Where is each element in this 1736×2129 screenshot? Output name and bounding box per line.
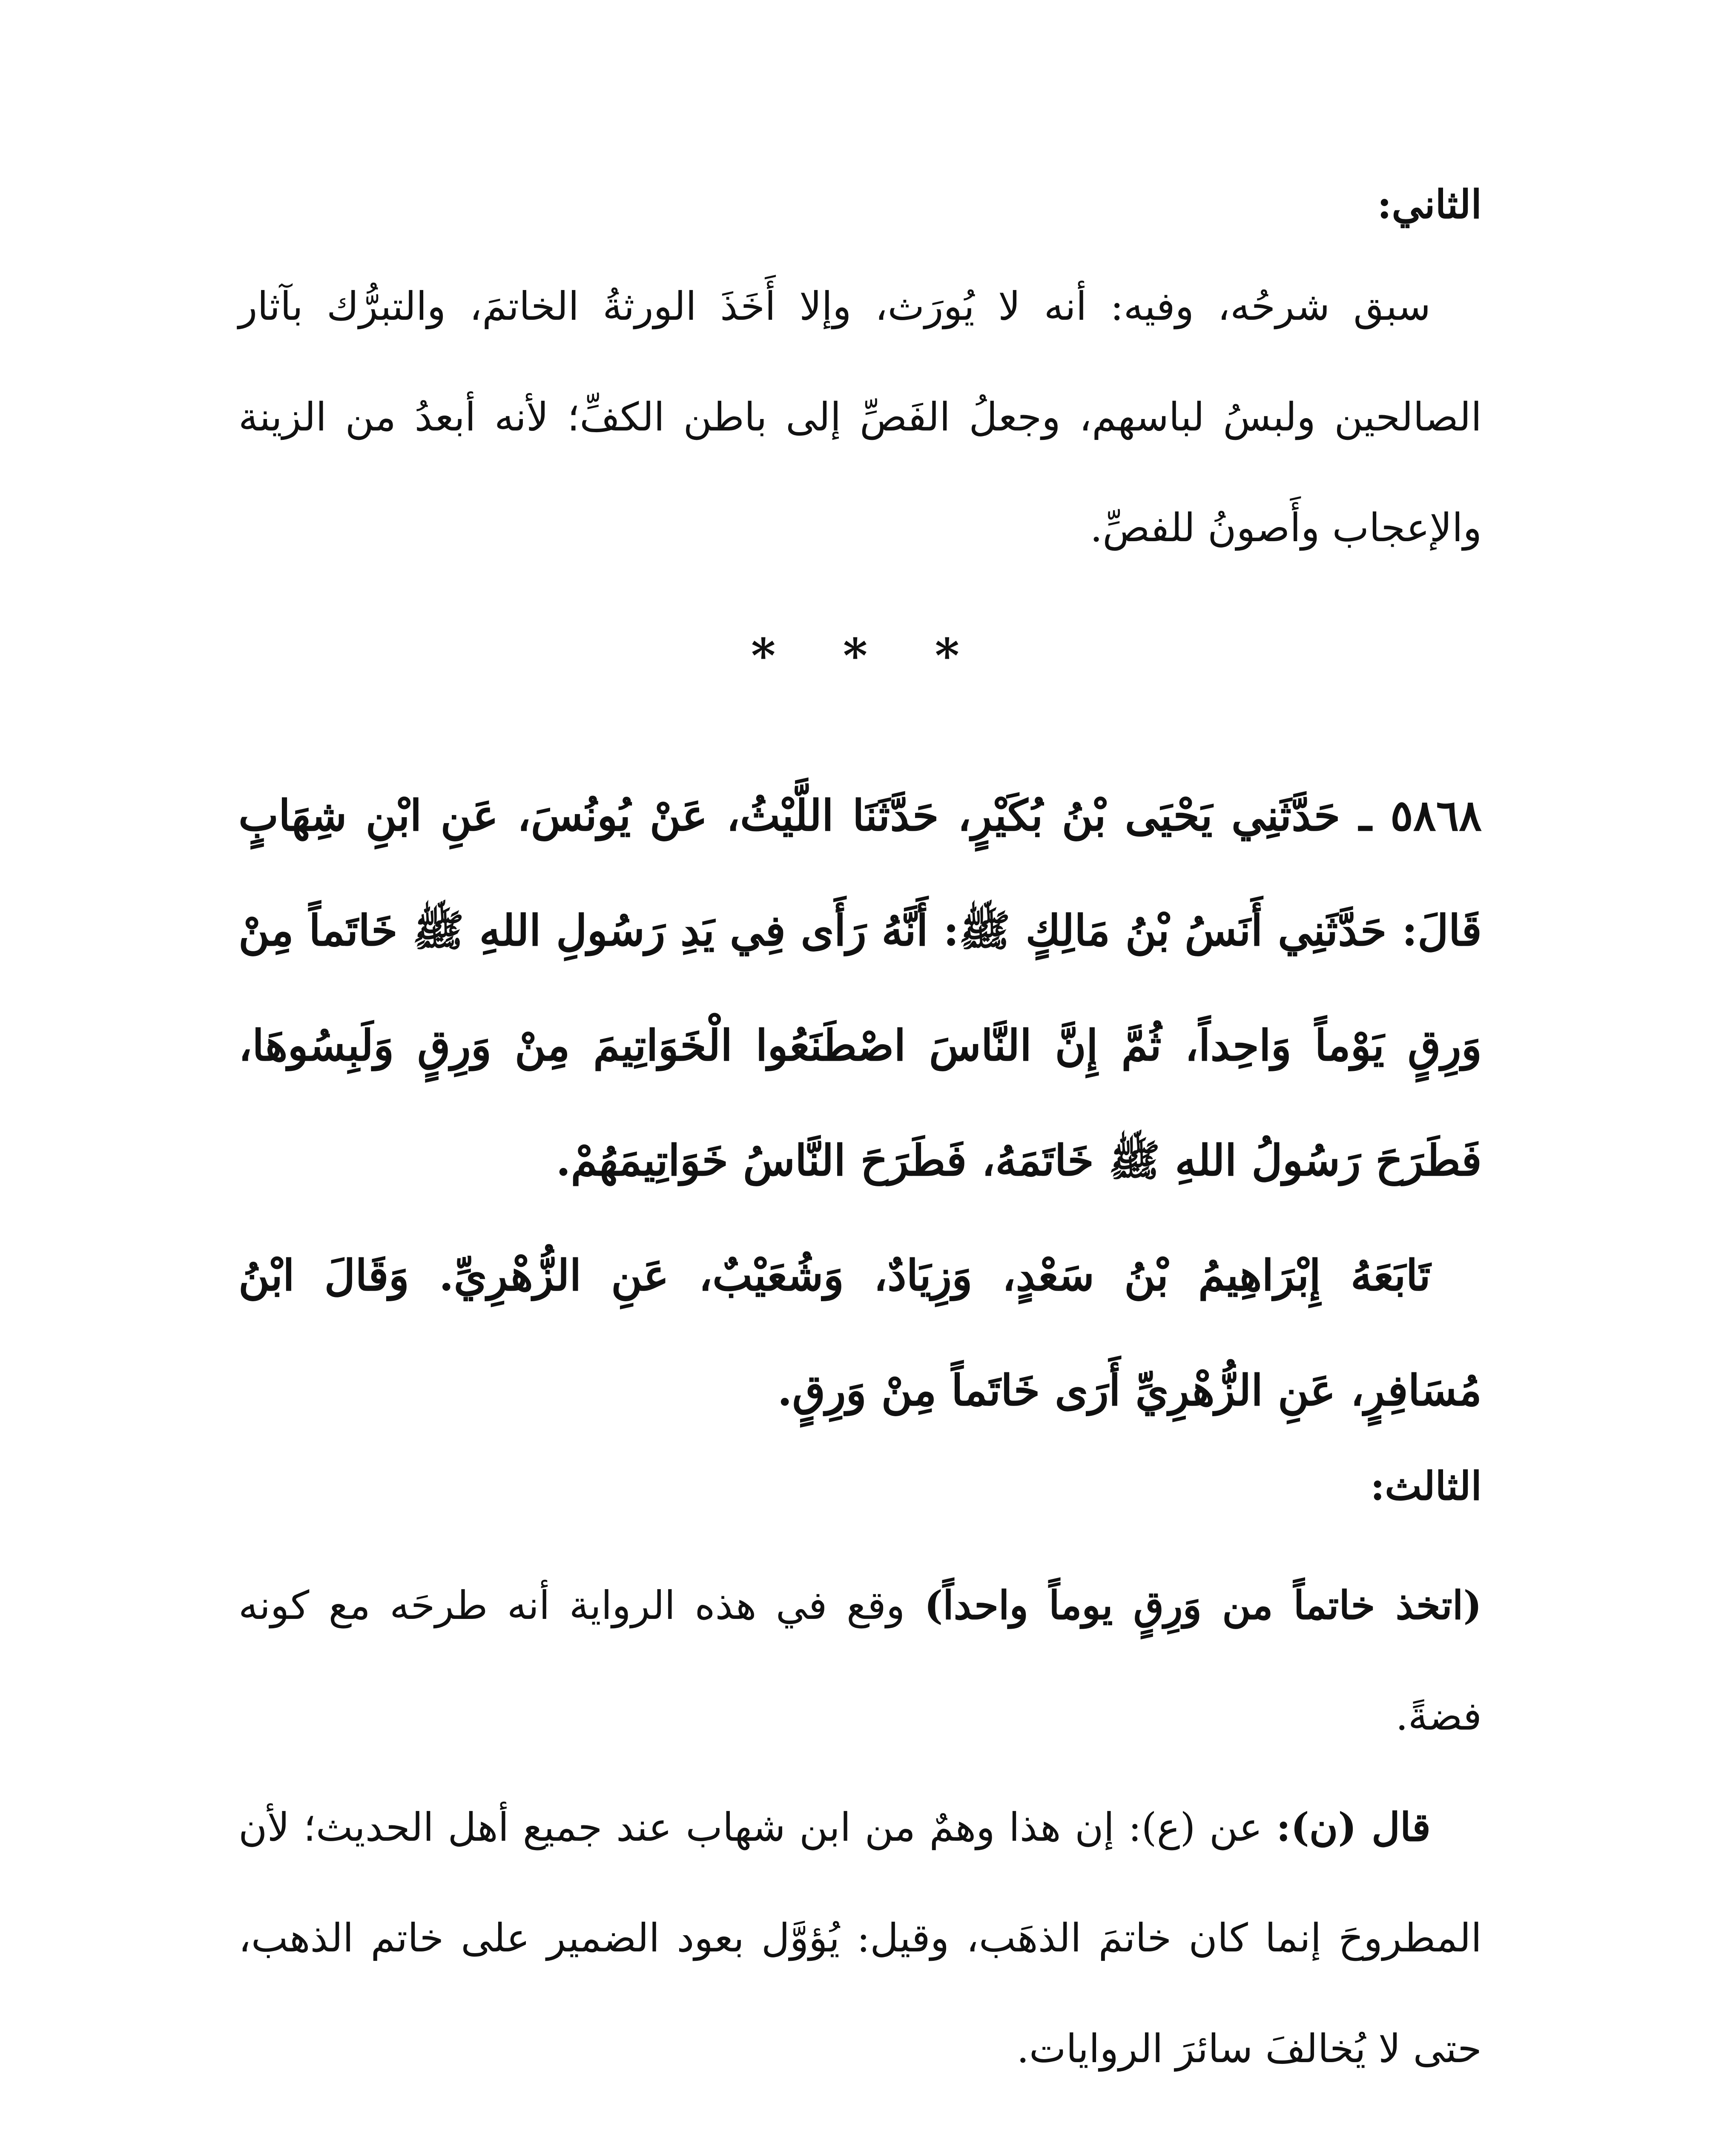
section-heading-three: الثالث:: [1370, 1463, 1482, 1509]
hadith-block: [238, 758, 1482, 1448]
section-two-body: [238, 251, 1482, 583]
section-three-paragraph-2: [238, 1772, 1482, 2104]
hadith-follow-up: تَابَعَهُ إِبْرَاهِيمُ بْنُ سَعْدٍ، وَزِيَادٌ، وَشُعَيْبٌ، عَنِ الزُّهْرِيِّ. وَقَالَ ابْنُ مُسَافِرٍ، عَنِ الزُّهْرِيِّ أَرَى خَاتَماً مِنْ وَرِقٍ.: [238, 1250, 1482, 1415]
paragraph-text: وقع في هذه الرواية أنه طرحَه مع كونه فضةً.: [238, 1583, 1482, 1739]
attribution-lead: قال (ن):: [1276, 1804, 1431, 1850]
section-heading-two: الثاني:: [1377, 181, 1482, 227]
hadith-text: ٥٨٦٨ ـ حَدَّثَنِي يَحْيَى بْنُ بُكَيْرٍ، حَدَّثَنَا اللَّيْثُ، عَنْ يُونُسَ، عَنِ ابْنِ شِهَابٍ قَالَ: حَدَّثَنِي أَنَسُ بْنُ مَالِكٍ ﷺ: أَنَّهُ رَأَى فِي يَدِ رَسُولِ اللهِ ﷺ خَاتَماً مِنْ وَرِقٍ يَوْماً وَاحِداً، ثُمَّ إِنَّ النَّاسَ اصْطَنَعُوا الْخَوَاتِيمَ مِنْ وَرِقٍ وَلَبِسُوهَا، فَطَرَحَ رَسُولُ اللهِ ﷺ خَاتَمَهُ، فَطَرَحَ النَّاسُ خَوَاتِيمَهُمْ.: [238, 790, 1482, 1185]
section-separator: * * *: [751, 628, 985, 683]
section-two-paragraph: سبق شرحُه، وفيه: أنه لا يُورَث، وإلا أَخَذَ الورثةُ الخاتمَ، والتبرُّك بآثار الصالحين ولبسُ لباسهم، وجعلُ الفَصِّ إلى باطن الكفِّ؛ لأنه أبعدُ من الزينة والإعجاب وأَصونُ للفصِّ.: [238, 284, 1482, 551]
section-three-body: [238, 1550, 1482, 2129]
section-three-paragraph-1: [238, 1550, 1482, 1772]
section-three-paragraph-3: [238, 2104, 1482, 2129]
quoted-phrase: (اتخذ خاتماً من وَرِقٍ يوماً واحداً): [924, 1582, 1482, 1628]
paragraph-text: عن (ع): إن هذا وهمٌ من ابن شهاب عند جميع أهل الحديث؛ لأن المطروحَ إنما كان خاتمَ الذهَب، وقيل: يُؤوَّل بعود الضمير على خاتم الذهب، حتى لا يُخالفَ سائرَ الروايات.: [238, 1805, 1482, 2072]
